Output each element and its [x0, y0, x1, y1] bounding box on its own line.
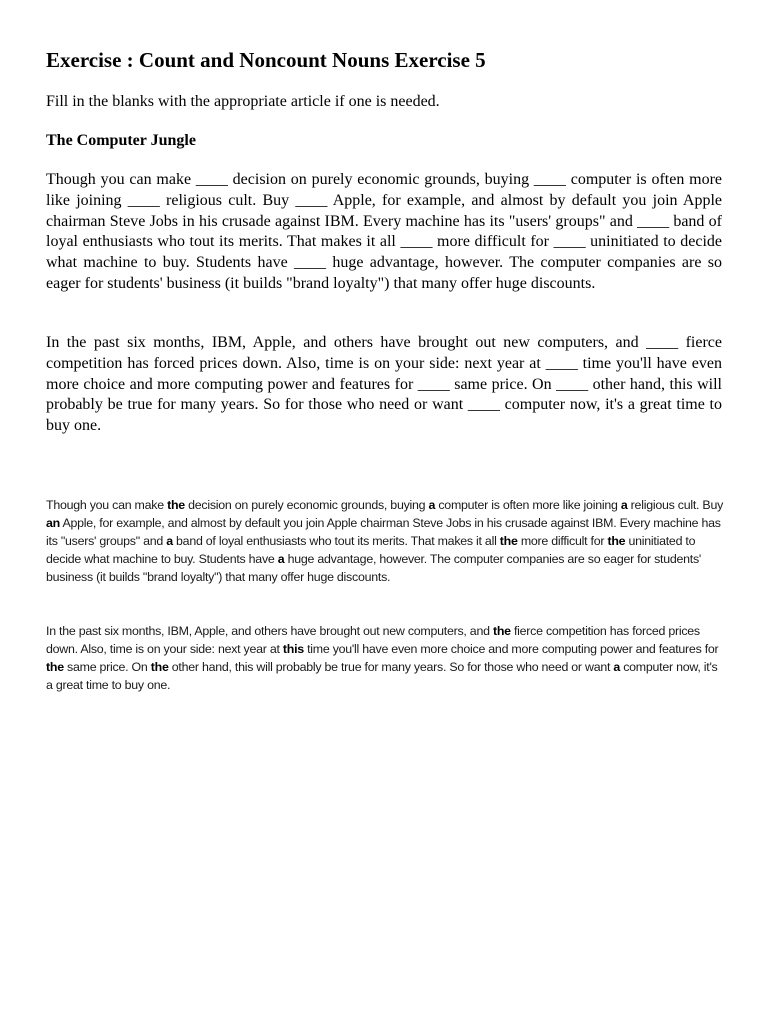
answer-article: a — [613, 660, 621, 674]
exercise-paragraph: Though you can make ____ decision on purely economic grounds, buying ____ computer is often more like joining ____ religious cult. Buy ____ Apple, for example, and almost by default you join Apple chairman Steve Jobs in his crusade against IBM. Every machine has its "users' groups" and ____ band of loyal enthusiasts who tout its merits. That makes it all ____ more difficult for ____ uninitiated to decide what machine to buy. Students have ____ huge advantage, however. The computer companies are so eager for students' business (it builds "brand loyalty") that many offer huge discounts. — [46, 171, 722, 292]
answer-article: the — [499, 534, 518, 548]
answer-text: other hand, this will probably be true for many years. So for those who need or want — [168, 660, 614, 674]
answer-article: a — [277, 552, 285, 566]
answer-text: time you'll have even more choice and more computing power and features for — [303, 642, 719, 656]
answer-text: huge advantage, however. The computer companies are so eager for students' business (it builds "brand loyalty") that many offer huge discounts. — [46, 552, 702, 584]
answer-text: band of loyal enthusiasts who tout its merits. That makes it all — [172, 534, 500, 548]
answer-article: an — [46, 516, 60, 530]
answer-article: a — [166, 534, 173, 548]
answer-article: a — [428, 498, 436, 512]
answer-article: the — [150, 660, 169, 674]
page-title: Exercise : Count and Noncount Nouns Exercise 5 — [46, 48, 486, 72]
answer-text: religious cult. Buy — [627, 498, 724, 512]
answer-article: this — [282, 642, 304, 656]
instruction-text: Fill in the blanks with the appropriate article if one is needed. — [46, 93, 440, 110]
answer-text: uninitiated to decide what machine to buy. Students have — [46, 534, 696, 566]
answer-text: same price. On — [63, 660, 151, 674]
answer-text: In the past six months, IBM, Apple, and others have brought out new computers, and — [46, 624, 493, 638]
answer-article: the — [46, 660, 64, 674]
answer-article: the — [492, 624, 511, 638]
passage-title: The Computer Jungle — [46, 132, 196, 149]
answer-text: Though you can make — [46, 498, 168, 512]
answer-article: a — [620, 498, 628, 512]
exercise-paragraph: In the past six months, IBM, Apple, and others have brought out new computers, and ____ fierce competition has forced prices down. Also, time is on your side: next year at ____ time you'll have even more choice and more computing power and features for ____ same price. On ____ other hand, this will probably be true for many years. So for those who need or want ____ computer now, it's a great time to buy one. — [46, 334, 722, 435]
answer-text: computer now, it's a great time to buy one. — [46, 660, 718, 692]
answer-text: Apple, for example, and almost by default you join Apple chairman Steve Jobs in his crusade against IBM. Every machine has its "users' groups" and — [46, 516, 721, 548]
answer-text: decision on purely economic grounds, buying — [184, 498, 429, 512]
answer-paragraph — [46, 622, 726, 694]
answer-paragraph — [46, 496, 726, 586]
answer-article: the — [607, 534, 626, 548]
answer-text: fierce competition has forced prices down. Also, time is on your side: next year at — [46, 624, 700, 656]
answer-text: more difficult for — [517, 534, 608, 548]
answer-article: the — [167, 498, 185, 512]
answer-text: computer is often more like joining — [435, 498, 621, 512]
